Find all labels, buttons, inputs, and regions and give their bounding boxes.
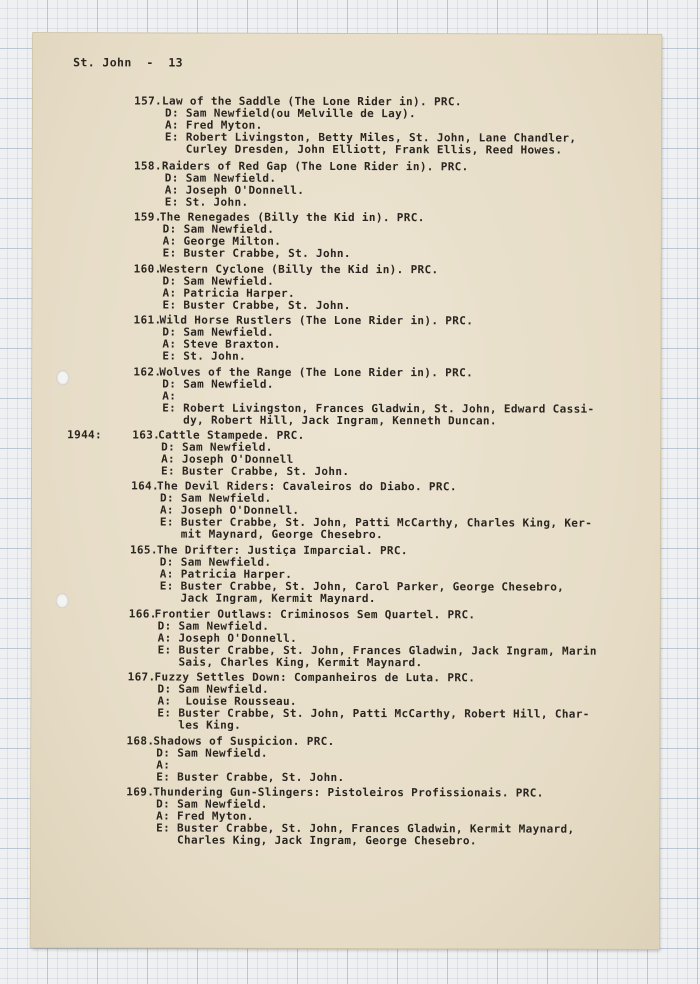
- typed-page: [31, 33, 661, 949]
- film-entry: [32, 670, 660, 732]
- credit-line: A: Fred Myton.: [156, 809, 254, 823]
- credit-line: A:: [156, 758, 171, 772]
- punch-hole: [56, 370, 69, 385]
- film-title: Thundering Gun-Slingers: Pistoleiros Profissionais. PRC.: [153, 785, 544, 800]
- film-entry: [33, 210, 661, 261]
- credit-line: D: Sam Newfield.: [162, 222, 275, 236]
- credit-line: Charles King, Jack Ingram, George Chesebro.: [156, 833, 477, 848]
- entry-number: 162.: [133, 365, 162, 379]
- credit-line: E: Buster Crabbe, St. John, Carol Parker, George Chesebro,: [159, 579, 565, 594]
- entry-number: 166.: [128, 607, 157, 621]
- entry-number: 160.: [133, 262, 162, 276]
- film-entry: [32, 313, 660, 363]
- film-title: Shadows of Suspicion. PRC.: [153, 734, 335, 748]
- credit-line: D: Sam Newfield.: [159, 555, 272, 569]
- credit-line: Sais, Charles King, Kermit Maynard.: [157, 655, 423, 670]
- film-entry: [31, 785, 659, 848]
- credit-line: A: Patricia Harper.: [159, 567, 293, 581]
- credit-line: dy, Robert Hill, Jack Ingram, Kenneth Duncan.: [162, 413, 497, 428]
- year-label: 1944:: [67, 428, 103, 442]
- entry-number: 159.: [133, 210, 162, 224]
- credit-line: D: Sam Newfield.: [157, 682, 270, 696]
- credit-line: E: Robert Livingston, Betty Miles, St. John, Lane Chandler,: [164, 130, 577, 145]
- credit-line: A: Patricia Harper.: [162, 286, 296, 300]
- credit-line: E: Buster Crabbe, St. John, Patti McCarthy, Charles King, Ker-: [159, 515, 593, 530]
- film-entry: [33, 159, 661, 209]
- credit-line: D: Sam Newfield.: [162, 377, 274, 391]
- film-title: Wolves of the Range (The Lone Rider in). PRC.: [159, 365, 474, 380]
- credit-line: D: Sam Newfield.: [162, 325, 274, 339]
- credit-line: D: Sam Newfield.: [164, 171, 277, 185]
- credit-line: E: Buster Crabbe, St. John.: [156, 770, 345, 784]
- credit-line: A: Louise Rousseau.: [157, 694, 297, 708]
- film-entry: [32, 543, 660, 606]
- credit-line: A: Fred Myton.: [164, 118, 263, 132]
- credit-line: E: Buster Crabbe, St. John.: [162, 246, 351, 261]
- credit-line: mit Maynard, George Chesebro.: [159, 527, 384, 542]
- entry-number: 169.: [126, 785, 155, 799]
- credit-line: E: St. John.: [164, 195, 249, 209]
- entry-number: 163.: [132, 428, 161, 442]
- film-title: Raiders of Red Gap (The Lone Rider in). PRC.: [161, 159, 469, 174]
- credit-line: D: Sam Newfield.: [161, 440, 273, 454]
- credit-line: D: Sam Newfield(ou Melville de Lay).: [164, 106, 417, 121]
- credit-line: Jack Ingram, Kermit Maynard.: [159, 591, 376, 606]
- film-title: Wild Horse Rustlers (The Lone Rider in). PRC.: [159, 313, 474, 328]
- film-title: Fuzzy Settles Down: Companheiros de Luta. PRC.: [154, 670, 476, 685]
- entry-number: 167.: [127, 670, 156, 684]
- credit-line: E: Buster Crabbe, St. John, Patti McCarthy, Robert Hill, Char-: [157, 706, 590, 721]
- film-title: The Drifter: Justiça Imparcial. PRC.: [156, 543, 408, 558]
- film-entry: [33, 94, 661, 157]
- entry-number: 165.: [129, 543, 158, 557]
- credit-line: D: Sam Newfield.: [157, 619, 270, 633]
- credit-line: les King.: [157, 718, 242, 732]
- entry-number: 168.: [126, 734, 155, 748]
- credit-line: Curley Dresden, John Elliott, Frank Ellis, Reed Howes.: [164, 142, 563, 157]
- credit-line: E: Robert Livingston, Frances Gladwin, St. John, Edward Cassi-: [162, 401, 595, 416]
- film-title: Frontier Outlaws: Criminosos Sem Quartel. PRC.: [154, 607, 476, 622]
- credit-line: D: Sam Newfield.: [156, 746, 268, 760]
- credit-line: E: Buster Crabbe, St. John, Frances Gladwin, Jack Ingram, Marin: [157, 643, 597, 658]
- credit-line: E: Buster Crabbe, St. John.: [161, 464, 350, 479]
- film-entry: [31, 734, 659, 784]
- film-entry: [32, 607, 660, 670]
- page-header: St. John - 13: [73, 55, 183, 70]
- credit-line: A: George Milton.: [162, 234, 282, 248]
- credit-line: A: Joseph O'Donnell.: [164, 183, 305, 197]
- film-entry: [32, 428, 660, 479]
- film-entry: [32, 479, 660, 542]
- entry-number: 157.: [134, 94, 163, 108]
- film-title: Law of the Saddle (The Lone Rider in). PRC.: [162, 94, 462, 109]
- filmography-list: [33, 94, 661, 848]
- punch-hole: [56, 593, 69, 608]
- film-title: The Renegades (Billy the Kid in). PRC.: [159, 210, 425, 225]
- credit-line: E: Buster Crabbe, St. John.: [162, 298, 351, 313]
- credit-line: E: Buster Crabbe, St. John, Frances Gladwin, Kermit Maynard,: [156, 821, 575, 836]
- credit-line: D: Sam Newfield.: [156, 797, 268, 811]
- credit-line: E: St. John.: [162, 349, 247, 363]
- credit-line: D: Sam Newfield.: [159, 491, 272, 505]
- film-entry: [33, 262, 661, 313]
- credit-line: D: Sam Newfield.: [162, 274, 275, 288]
- film-entry: [32, 365, 660, 428]
- entry-number: 164.: [131, 479, 160, 493]
- credit-line: A: Joseph O'Donnell.: [159, 503, 300, 517]
- film-title: Western Cyclone (Billy the Kid in). PRC.: [159, 262, 439, 277]
- film-title: The Devil Riders: Cavaleiros do Diabo. PRC.: [156, 479, 457, 494]
- entry-number: 158.: [133, 159, 162, 173]
- credit-line: A: Steve Braxton.: [162, 337, 281, 351]
- entry-number: 161.: [133, 313, 162, 327]
- credit-line: A: Joseph O'Donnell: [161, 452, 294, 466]
- credit-line: A:: [162, 389, 177, 403]
- credit-line: A: Joseph O'Donnell.: [157, 631, 298, 645]
- film-title: Cattle Stampede. PRC.: [158, 428, 305, 442]
